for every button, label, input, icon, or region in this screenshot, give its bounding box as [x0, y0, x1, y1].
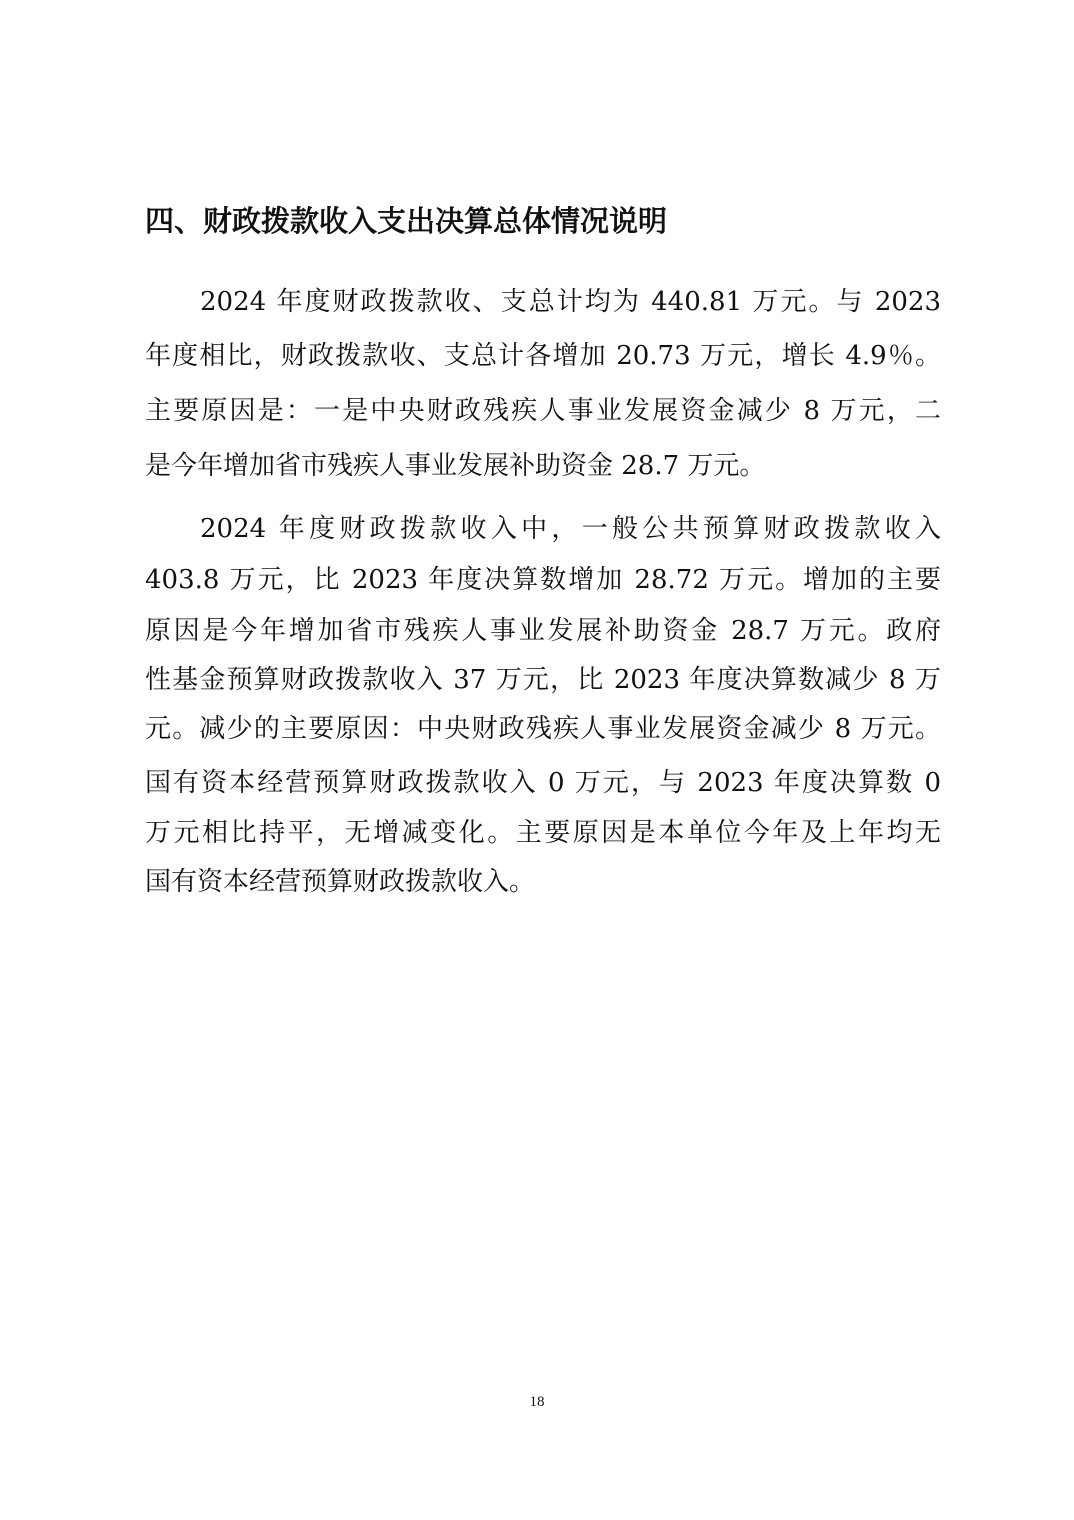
paragraph-2-line-5: 元。减少的主要原因：中央财政残疾人事业发展资金减少 8 万元。 [145, 714, 941, 744]
section-heading: 四、财政拨款收入支出决算总体情况说明 [145, 204, 668, 238]
paragraph-2-line-2: 403.8 万元，比 2023 年度决算数增加 28.72 万元。增加的主要 [145, 565, 941, 595]
paragraph-2-line-3: 原因是今年增加省市残疾人事业发展补助资金 28.7 万元。政府 [145, 616, 941, 646]
page-number: 18 [529, 1394, 545, 1410]
paragraph-1-line-4: 是今年增加省市残疾人事业发展补助资金 28.7 万元。 [145, 451, 766, 481]
paragraph-2-line-4: 性基金预算财政拨款收入 37 万元，比 2023 年度决算数减少 8 万 [145, 665, 941, 695]
paragraph-1-line-2: 年度相比，财政拨款收、支总计各增加 20.73 万元，增长 4.9％。 [145, 341, 941, 371]
paragraph-1-line-3: 主要原因是：一是中央财政残疾人事业发展资金减少 8 万元，二 [145, 396, 941, 426]
paragraph-2-line-6: 国有资本经营预算财政拨款收入 0 万元，与 2023 年度决算数 0 [145, 768, 941, 798]
paragraph-1-line-1: 2024 年度财政拨款收、支总计均为 440.81 万元。与 2023 [200, 287, 941, 317]
paragraph-2-line-7: 万元相比持平，无增减变化。主要原因是本单位今年及上年均无 [145, 818, 941, 848]
paragraph-2-line-8: 国有资本经营预算财政拨款收入。 [145, 867, 536, 897]
paragraph-2-line-1: 2024 年度财政拨款收入中，一般公共预算财政拨款收入 [200, 514, 941, 544]
